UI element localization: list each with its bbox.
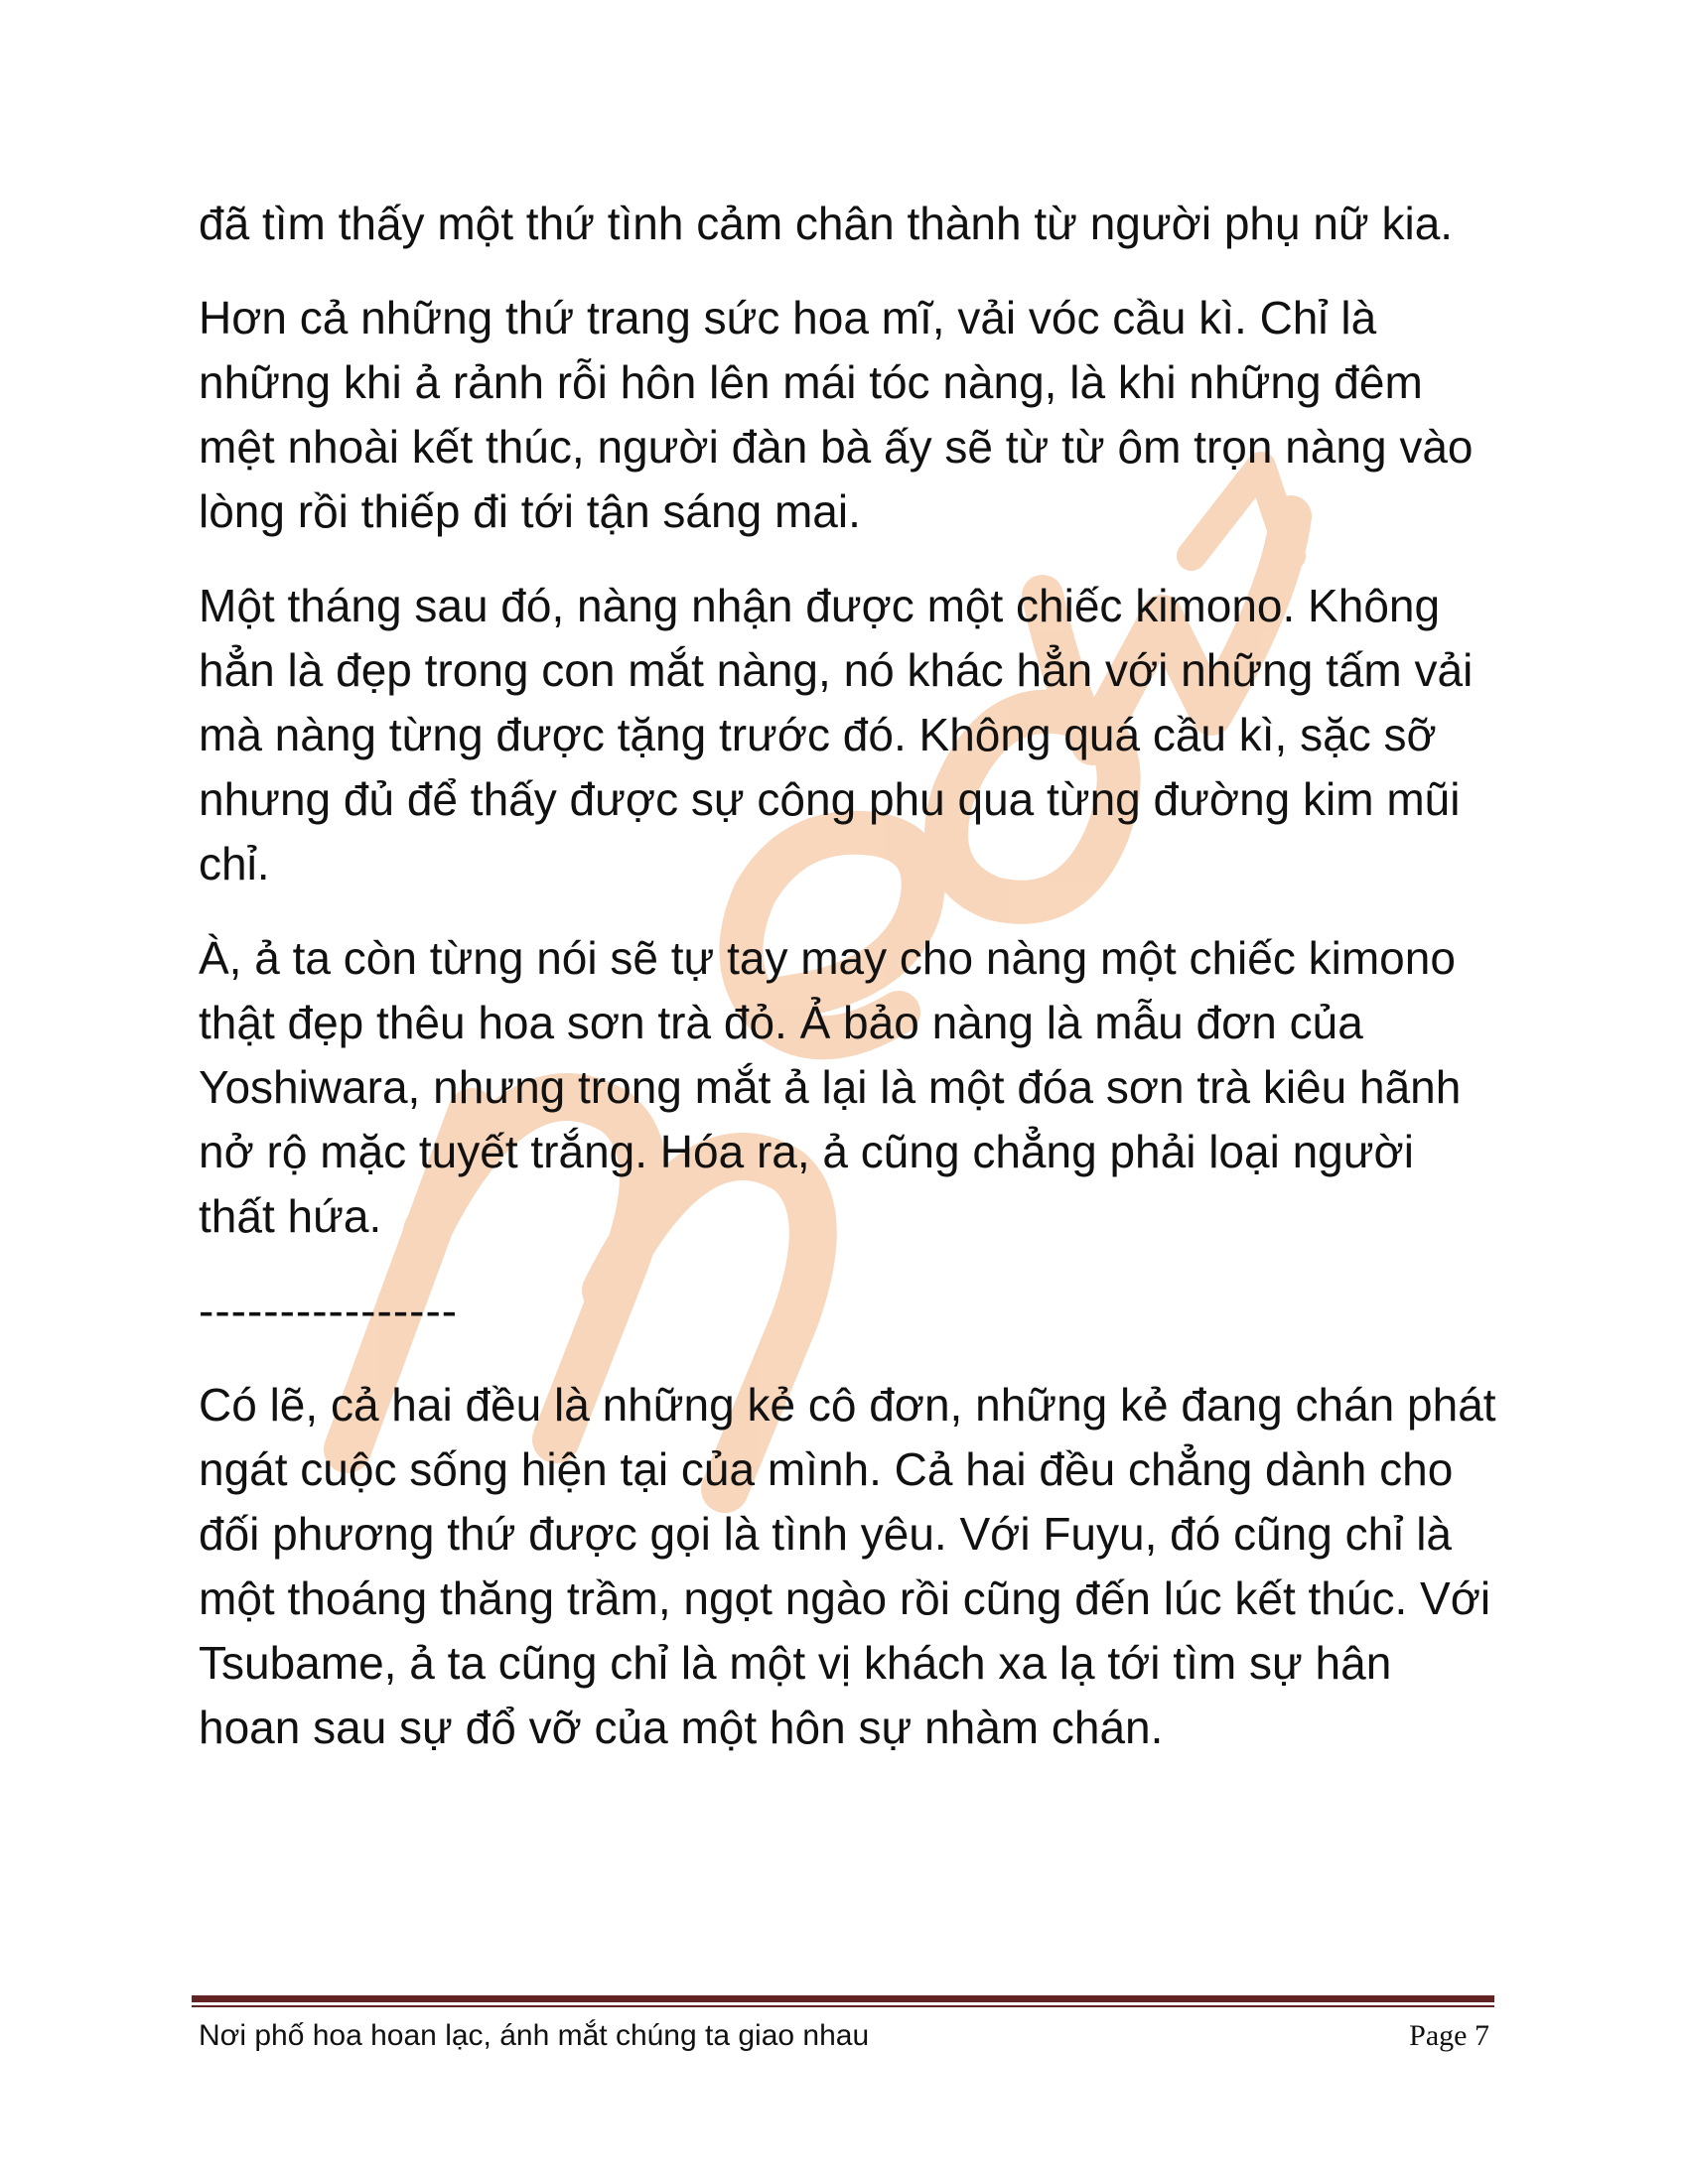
page-number: Page 7: [1409, 2019, 1489, 2052]
footer-divider: [192, 1995, 1494, 2007]
paragraph-3: Một tháng sau đó, nàng nhận được một chiếc kimono. Không hẳn là đẹp trong con mắt nàng, nó khác hẳn với những tấm vải mà nàng từng được tặng trước đó. Không quá cầu kì, sặc sỡ nhưng đủ để thấy được sự công phu qua từng đường kim mũi chỉ.: [199, 580, 1474, 889]
paragraph-5: Có lẽ, cả hai đều là những kẻ cô đơn, những kẻ đang chán phát ngát cuộc sống hiện tại của mình. Cả hai đều chẳng dành cho đối phương thứ được gọi là tình yêu. Với Fuyu, đó cũng chỉ là một thoáng thăng trầm, ngọt ngào rồi cũng đến lúc kết thúc. Với Tsubame, ả ta cũng chỉ là một vị khách xa lạ tới tìm sự hân hoan sau sự đổ vỡ của một hôn sự nhàm chán.: [199, 1379, 1496, 1753]
body-text: [199, 192, 1499, 1790]
section-separator: ----------------: [199, 1285, 459, 1336]
paragraph-4: À, ả ta còn từng nói sẽ tự tay may cho nàng một chiếc kimono thật đẹp thêu hoa sơn trà đỏ. Ả bảo nàng là mẫu đơn của Yoshiwara, nhưng trong mắt ả lại là một đóa sơn trà kiêu hãnh nở rộ mặc tuyết trắng. Hóa ra, ả cũng chẳng phải loại người thất hứa.: [199, 932, 1462, 1242]
paragraph-2: Hơn cả những thứ trang sức hoa mĩ, vải vóc cầu kì. Chỉ là những khi ả rảnh rỗi hôn lên mái tóc nàng, là khi những đêm mệt nhoài kết thúc, người đàn bà ấy sẽ từ từ ôm trọn nàng vào lòng rồi thiếp đi tới tận sáng mai.: [199, 292, 1474, 537]
paragraph-1: đã tìm thấy một thứ tình cảm chân thành từ người phụ nữ kia.: [199, 198, 1454, 249]
footer-title: Nơi phố hoa hoan lạc, ánh mắt chúng ta giao nhau: [199, 2019, 870, 2052]
